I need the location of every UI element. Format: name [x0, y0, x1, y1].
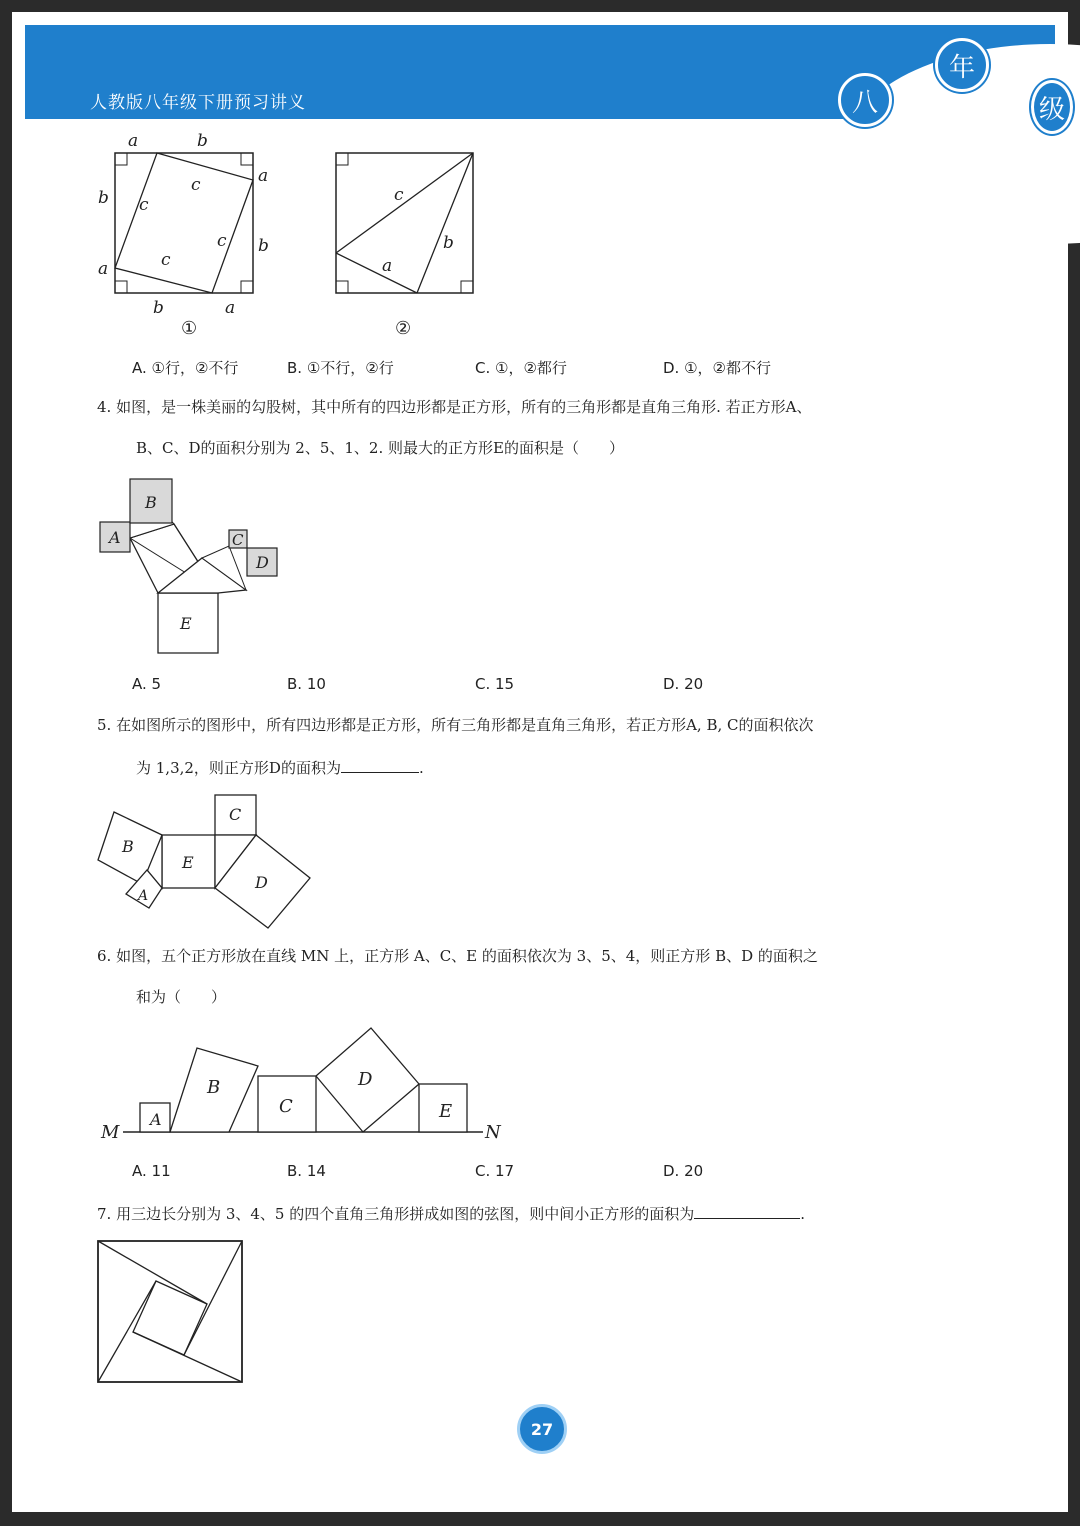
label-d: D: [358, 1069, 373, 1090]
q4-option-c: C. 15: [475, 675, 515, 693]
q4-pythagoras-tree: [90, 470, 290, 660]
q3-fig2-caption: ②: [395, 318, 412, 339]
q6-option-d: D. 20: [663, 1162, 704, 1180]
label-b: B: [207, 1077, 221, 1098]
q4-line-1: 4. 如图，是一株美丽的勾股树，其中所有的四边形都是正方形，所有的三角形都是直角三角形. 若正方形A、: [97, 398, 812, 416]
label-a: A: [150, 1110, 162, 1129]
label-n: N: [485, 1122, 501, 1143]
label-c: C: [229, 805, 242, 824]
page-number: 27: [517, 1404, 567, 1454]
label-d: D: [256, 553, 269, 572]
label-c: c: [217, 231, 227, 251]
label-a: a: [98, 259, 109, 279]
q3-fig1-caption: ①: [181, 318, 198, 339]
q3-option-b: B. ①不行，②行: [287, 359, 394, 377]
label-c: C: [232, 531, 244, 549]
grade-badge-3: 级: [1031, 80, 1073, 134]
q4-option-a: A. 5: [132, 675, 162, 693]
label-e: E: [439, 1101, 453, 1122]
q3-option-c: C. ①，②都行: [475, 359, 567, 377]
label-b: b: [443, 233, 454, 253]
q6-line-1: 6. 如图，五个正方形放在直线 MN 上，正方形 A、C、E 的面积依次为 3、5、4，则正方形 B、D 的面积之: [97, 947, 818, 965]
grade-badge-2: 年: [935, 38, 989, 92]
label-a: a: [128, 131, 139, 151]
q7-line-1: 7. 用三边长分别为 3、4、5 的四个直角三角形拼成如图的弦图，则中间小正方形的面积为 .: [97, 1202, 805, 1224]
answer-blank[interactable]: [341, 756, 419, 773]
q6-option-b: B. 14: [287, 1162, 326, 1180]
q3-figure-1: [95, 128, 295, 343]
q4-option-b: B. 10: [287, 675, 326, 693]
label-c: c: [139, 195, 149, 215]
q5-line-1: 5. 在如图所示的图形中，所有四边形都是正方形，所有三角形都是直角三角形，若正方形A, B, C的面积依次: [97, 716, 814, 734]
label-b: B: [122, 837, 134, 856]
label-a: a: [382, 256, 393, 276]
label-c: c: [161, 250, 171, 270]
label-a: a: [258, 166, 269, 186]
label-c: c: [394, 185, 404, 205]
label-b: b: [197, 131, 208, 151]
label-b: B: [145, 493, 157, 512]
label-b: b: [153, 298, 164, 318]
label-a: A: [138, 888, 149, 904]
q5-figure: [92, 790, 317, 935]
header-title: 人教版八年级下册预习讲义: [90, 93, 306, 113]
q6-figure: [95, 1020, 515, 1150]
q6-option-c: C. 17: [475, 1162, 515, 1180]
label-e: E: [180, 614, 192, 633]
q4-line-2: B、C、D的面积分别为 2、5、1、2. 则最大的正方形E的面积是（ ）: [136, 439, 624, 457]
grade-badge-1: 八: [838, 73, 892, 127]
label-a: a: [225, 298, 236, 318]
label-c: c: [191, 175, 201, 195]
q6-line-2: 和为（ ）: [136, 988, 227, 1006]
q4-option-d: D. 20: [663, 675, 704, 693]
label-b: b: [258, 236, 269, 256]
label-d: D: [255, 873, 268, 892]
q7-chord-diagram: [96, 1238, 246, 1386]
label-m: M: [101, 1122, 120, 1143]
q5-line-2: 为 1,3,2，则正方形D的面积为 .: [136, 756, 424, 778]
label-e: E: [182, 853, 194, 872]
label-b: b: [98, 188, 109, 208]
q3-option-a: A. ①行，②不行: [132, 359, 239, 377]
q3-option-d: D. ①，②都不行: [663, 359, 771, 377]
q3-figure-2: [320, 128, 490, 343]
label-a: A: [109, 528, 121, 547]
label-c: C: [279, 1096, 293, 1117]
q6-option-a: A. 11: [132, 1162, 171, 1180]
answer-blank[interactable]: [694, 1202, 800, 1219]
